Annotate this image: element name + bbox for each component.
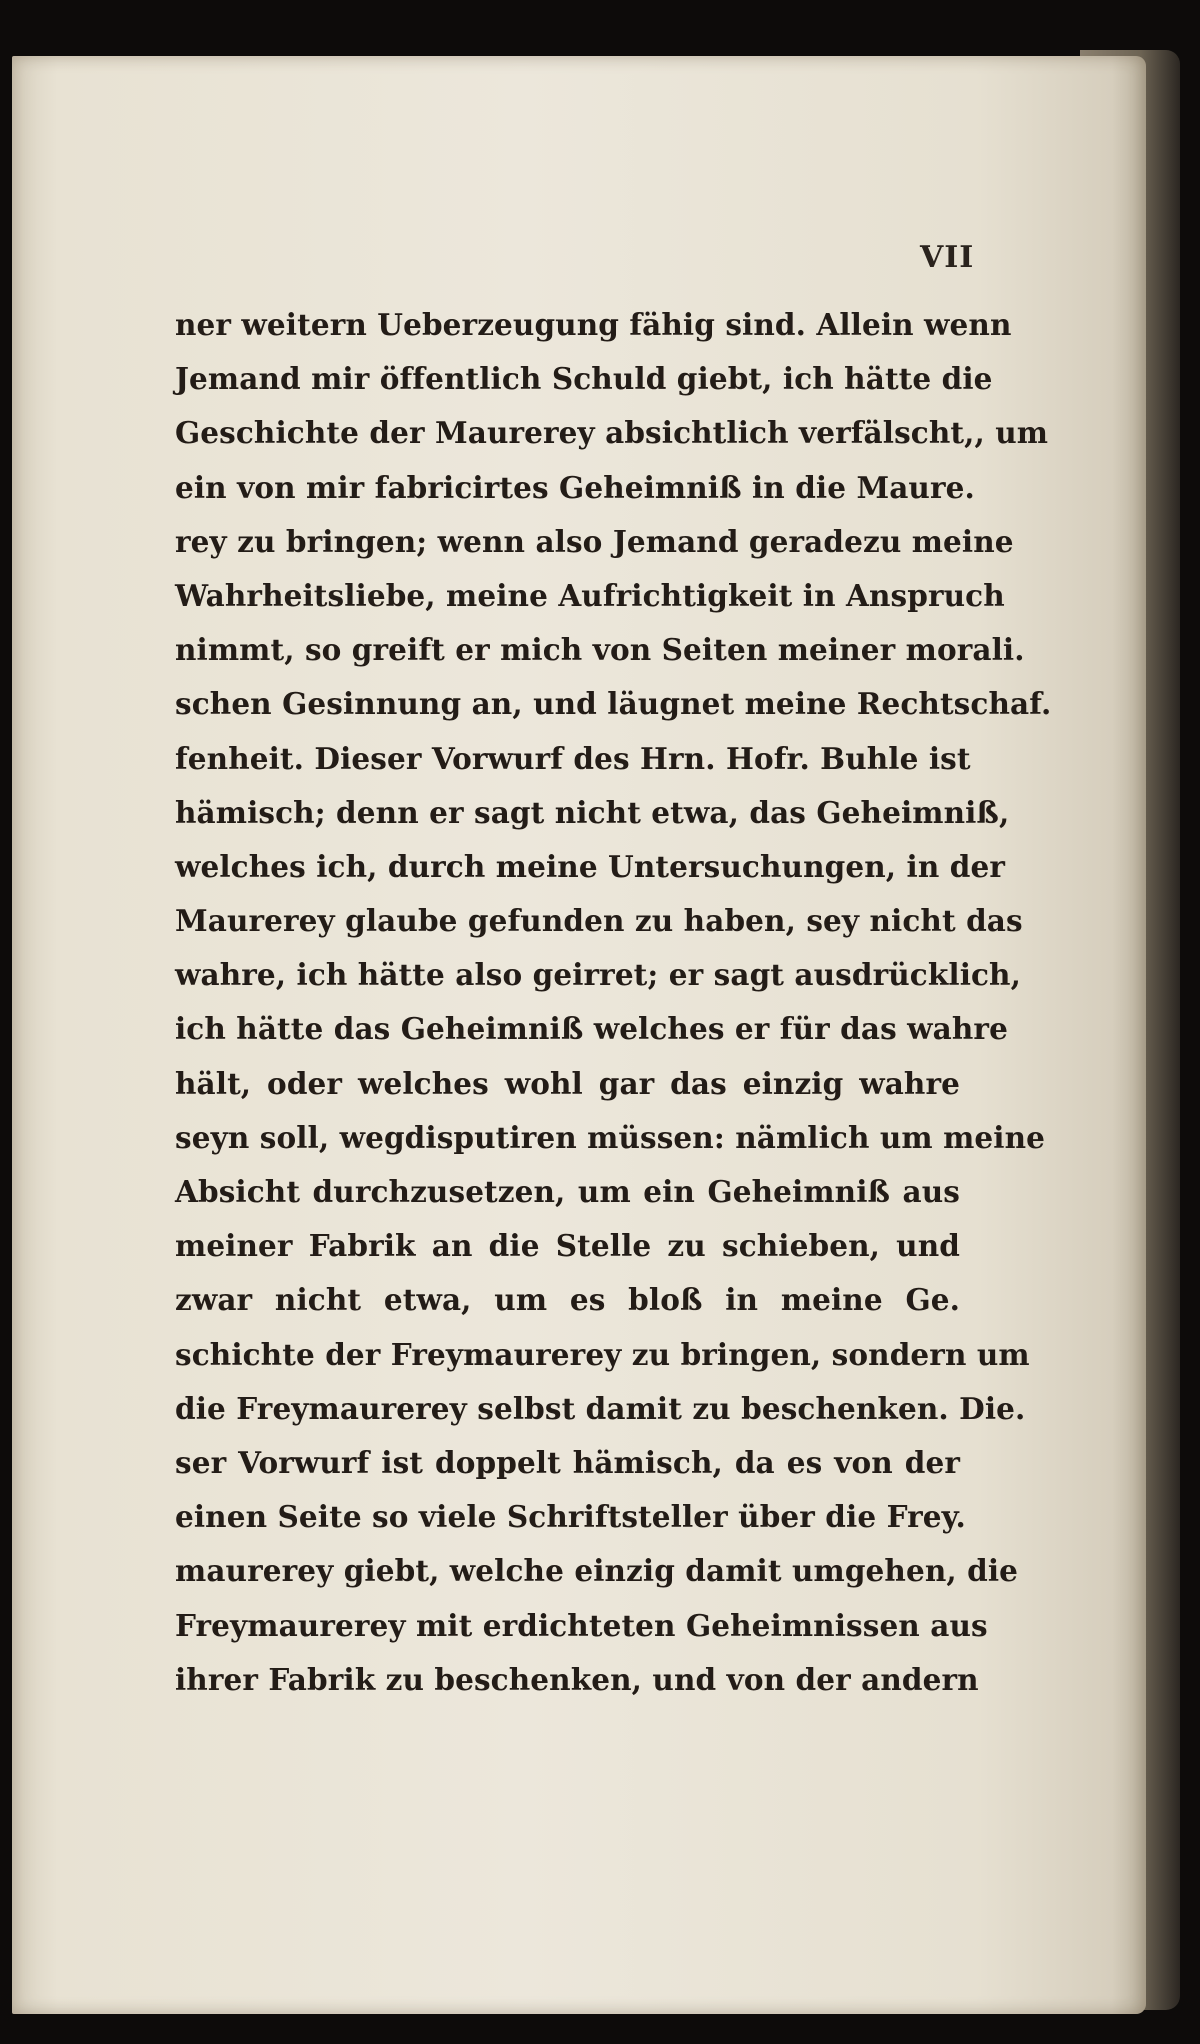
text-line: ein von mir fabricirtes Geheimniß in die Maure. [175,469,975,505]
text-line: hält, oder welches wohl gar das einzig wahre [175,1065,960,1101]
text-line: meiner Fabrik an die Stelle zu schieben, und [175,1228,960,1264]
text-line: wahre, ich hätte also geirret; er sagt ausdrücklich, [175,957,1021,993]
text-line: welches ich, durch meine Untersuchungen, in der [175,848,1005,884]
text-line: maurerey giebt, welche einzig damit umgehen, die [175,1553,1019,1589]
text-line: ich hätte das Geheimniß welches er für das wahre [175,1011,1008,1047]
text-line: fenheit. Dieser Vorwurf des Hrn. Hofr. Buhle ist [175,740,971,776]
text-line: Geschichte der Maurerey absichtlich verfälscht,, um [175,415,1049,451]
text-line: hämisch; denn er sagt nicht etwa, das Geheimniß, [175,794,1010,830]
text-line: Maurerey glaube gefunden zu haben, sey nicht das [175,903,1023,939]
text-line: Wahrheitsliebe, meine Aufrichtigkeit in Anspruch [175,577,1005,613]
text-line: schen Gesinnung an, und läugnet meine Rechtschaf. [175,686,1052,722]
text-line: die Freymaurerey selbst damit zu beschenken. Die. [175,1390,1026,1426]
text-line: Freymaurerey mit erdichteten Geheimnissen aus [175,1607,988,1643]
text-line: ner weitern Ueberzeugung fähig sind. Allein wenn [175,307,1012,342]
text-line: ihrer Fabrik zu beschenken, und von der andern [175,1661,979,1697]
text-line: zwar nicht etwa, um es bloß in meine Ge. [175,1282,960,1318]
page-number: VII [920,240,975,275]
text-line: seyn soll, wegdisputiren müssen: nämlich um meine [175,1119,1046,1155]
text-line: nimmt, so greift er mich von Seiten meiner morali. [175,632,1025,668]
text-line: Absicht durchzusetzen, um ein Geheimniß aus [175,1174,960,1209]
text-line: Jemand mir öffentlich Schuld giebt, ich hätte die [175,361,993,397]
text-line: einen Seite so viele Schriftsteller über die Frey. [175,1499,966,1535]
text-line: schichte der Freymaurerey zu bringen, sondern um [175,1336,1030,1372]
text-line: rey zu bringen; wenn also Jemand geradezu meine [175,523,1014,559]
page-text-body [175,298,1052,1707]
text-line: ser Vorwurf ist doppelt hämisch, da es von der [175,1444,960,1480]
